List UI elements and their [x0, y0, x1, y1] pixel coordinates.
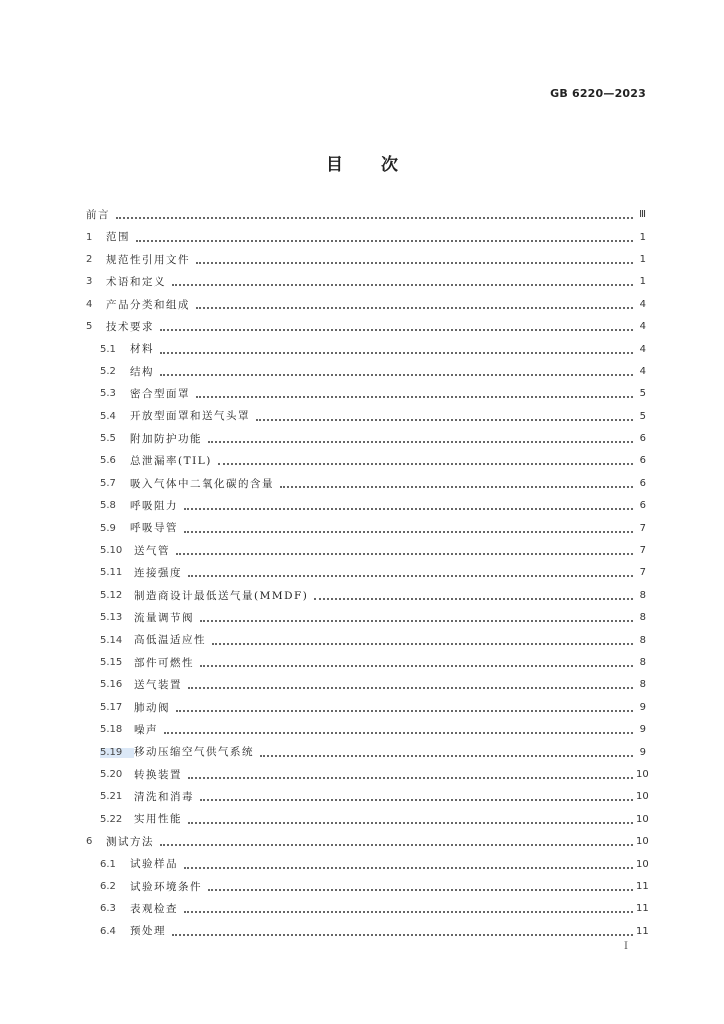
toc-leader-dots [188, 677, 633, 689]
toc-entry-label: 呼吸阻力 [130, 500, 178, 513]
toc-entry-number: 6.4 [100, 925, 116, 937]
toc-leader-dots [184, 498, 633, 510]
toc-entry[interactable] [86, 876, 649, 898]
toc-entry-page: 6 [639, 500, 646, 512]
toc-leader-dots [172, 924, 633, 936]
toc-entry-number: 5.21 [100, 791, 123, 803]
toc-entry-page: 1 [639, 253, 646, 265]
toc-entry-number: 5.15 [100, 657, 123, 668]
toc-entry-page: 9 [639, 701, 646, 713]
toc-entry-page: 1 [639, 231, 646, 243]
toc-entry-page: 10 [636, 768, 649, 780]
toc-leader-dots [256, 409, 633, 421]
toc-leader-dots [176, 543, 633, 555]
toc-entry[interactable] [86, 338, 646, 360]
toc-leader-dots [116, 207, 633, 219]
toc-entry[interactable] [86, 517, 646, 539]
toc-leader-dots [160, 834, 633, 846]
toc-title-right: 次 [381, 155, 398, 175]
toc-entry-page: Ⅲ [639, 209, 646, 221]
toc-entry-label: 吸入气体中二氧化碳的含量 [130, 477, 274, 490]
toc-entry[interactable] [86, 361, 646, 383]
toc-entry-label: 结构 [130, 365, 154, 378]
toc-leader-dots [188, 767, 633, 779]
toc-entry-page: 10 [636, 791, 649, 803]
toc-entry-label: 制造商设计最低送气量(MMDF) [134, 589, 309, 602]
standard-code: GB 6220—2023 [550, 87, 646, 100]
toc-entry-number: 3 [86, 276, 93, 288]
toc-entry-number: 5.4 [100, 410, 116, 422]
toc-entry-page: 11 [636, 903, 649, 915]
toc-entry-page: 1 [639, 276, 646, 288]
toc-leader-dots [184, 901, 633, 913]
toc-leader-dots [200, 610, 633, 622]
toc-leader-dots [208, 879, 633, 891]
toc-entry[interactable] [86, 249, 646, 271]
toc-leader-dots [184, 857, 633, 869]
toc-entry[interactable] [86, 786, 649, 808]
toc-entry-page: 6 [639, 455, 646, 467]
toc-entry-label: 密合型面罩 [130, 388, 190, 401]
toc-entry-number: 2 [86, 253, 93, 265]
toc-entry-page: 9 [639, 724, 646, 736]
toc-leader-dots [196, 252, 633, 264]
toc-entry-page: 8 [639, 679, 646, 691]
toc-entry-page: 11 [636, 880, 649, 892]
toc-entry-number: 6 [86, 836, 93, 848]
toc-entry-page: 4 [639, 365, 646, 377]
toc-entry-number: 5.10 [100, 545, 123, 557]
toc-entry[interactable] [86, 495, 646, 517]
toc-entry-page: 5 [639, 388, 646, 400]
toc-entry-number: 5.1 [100, 343, 116, 355]
toc-leader-dots [218, 453, 633, 465]
toc-entry-number: 5.20 [100, 768, 123, 780]
toc-entry-label: 实用性能 [134, 813, 182, 826]
toc-entry-number: 1 [86, 231, 93, 243]
toc-entry[interactable] [86, 921, 649, 943]
toc-entry[interactable] [86, 473, 646, 495]
toc-entry-number: 5.2 [100, 365, 116, 377]
toc-entry[interactable] [86, 741, 646, 763]
toc-leader-dots [196, 297, 633, 309]
toc-entry-page: 7 [639, 545, 646, 557]
toc-entry-number: 6.3 [100, 903, 116, 915]
toc-leader-dots [196, 386, 633, 398]
toc-entry-number: 5.17 [100, 701, 123, 713]
toc-entry-number: 5.19 [100, 748, 134, 758]
toc-entry-label: 产品分类和组成 [106, 298, 190, 311]
toc-entry[interactable] [86, 629, 646, 651]
toc-leader-dots [188, 812, 633, 824]
toc-leader-dots [164, 722, 633, 734]
toc-entry-label: 总泄漏率(TIL) [130, 455, 212, 468]
toc-entry-label: 附加防护功能 [130, 432, 202, 445]
toc-entry[interactable] [86, 585, 646, 607]
toc-entry-number: 5.5 [100, 433, 116, 445]
toc-entry[interactable] [86, 697, 646, 719]
toc-entry[interactable] [86, 719, 646, 741]
toc-entry-number: 5.16 [100, 679, 123, 691]
toc-entry-number: 4 [86, 298, 93, 310]
toc-leader-dots [280, 476, 633, 488]
toc-entry-page: 11 [636, 925, 649, 937]
toc-entry[interactable] [86, 898, 649, 920]
toc-entry-page: 7 [639, 567, 646, 579]
toc-leader-dots [188, 565, 633, 577]
toc-entry-label: 流量调节阀 [134, 611, 194, 624]
toc-entry-number: 6.2 [100, 880, 116, 892]
toc-entry-page: 10 [636, 836, 649, 848]
toc-entry-number: 5.6 [100, 455, 116, 467]
toc-leader-dots [200, 789, 633, 801]
toc-entry-number: 5.8 [100, 500, 116, 512]
toc-leader-dots [160, 319, 633, 331]
toc-entry[interactable] [86, 450, 646, 472]
toc-entry[interactable] [86, 652, 646, 674]
toc-entry-label: 测试方法 [106, 835, 154, 848]
toc-entry-page: 8 [639, 612, 646, 624]
toc-leader-dots [208, 431, 633, 443]
toc-entry[interactable] [86, 562, 646, 584]
toc-entry-page: 9 [639, 746, 646, 758]
toc-entry-number: 5.7 [100, 477, 116, 489]
toc-entry-page: 4 [639, 343, 646, 355]
toc-entry-number: 6.1 [100, 858, 116, 870]
toc-entry-label: 肺动阀 [134, 701, 170, 714]
toc-leader-dots [172, 274, 633, 286]
toc-entry-number: 5.9 [100, 522, 116, 534]
toc-entry[interactable] [86, 406, 646, 428]
toc-entry-page: 4 [639, 298, 646, 310]
toc-entry[interactable] [86, 428, 646, 450]
toc-entry-page: 10 [636, 858, 649, 870]
toc-entry-number: 5.11 [100, 567, 123, 579]
toc-entry[interactable] [86, 674, 646, 696]
toc-entry[interactable] [86, 764, 649, 786]
toc-entry-label: 技术要求 [106, 320, 154, 333]
toc-entry-label: 规范性引用文件 [106, 253, 190, 266]
toc-entry-page: 5 [639, 410, 646, 422]
toc-entry-page: 7 [639, 522, 646, 534]
toc-entry[interactable] [86, 540, 646, 562]
toc-entry-page: 4 [639, 321, 646, 333]
toc-leader-dots [184, 521, 633, 533]
toc-entry[interactable] [86, 607, 646, 629]
toc-leader-dots [200, 655, 633, 667]
toc-leader-dots [136, 230, 633, 242]
toc-entry-label: 开放型面罩和送气头罩 [130, 410, 250, 423]
toc-leader-dots [212, 633, 633, 645]
toc-entry[interactable] [86, 383, 646, 405]
toc-entry-label: 范围 [106, 231, 130, 244]
toc-entry-label: 转换装置 [134, 768, 182, 781]
toc-entry-label: 送气装置 [134, 679, 182, 692]
toc-entry-label: 术语和定义 [106, 276, 166, 289]
toc-entry-number: 5.18 [100, 724, 123, 736]
toc-entry[interactable] [86, 809, 649, 831]
toc-title [0, 150, 724, 175]
toc-entry-label: 噪声 [134, 723, 158, 736]
toc-entry-number: 5 [86, 321, 93, 333]
toc-entry[interactable] [86, 316, 646, 338]
toc-entry-label: 清洗和消毒 [134, 791, 194, 804]
toc-entry[interactable] [86, 853, 649, 875]
toc-entry[interactable] [86, 226, 646, 248]
toc-entry[interactable] [86, 294, 646, 316]
toc-entry-number: 5.3 [100, 388, 116, 400]
toc-entry-page: 10 [636, 813, 649, 825]
toc-entry-label: 预处理 [130, 925, 166, 938]
toc-entry-page: 8 [639, 589, 646, 601]
toc-entry-label: 试验样品 [130, 858, 178, 871]
toc-leader-dots [160, 342, 633, 354]
toc-leader-dots [260, 745, 633, 757]
toc-entry-label: 连接强度 [134, 567, 182, 580]
page-number: I [624, 941, 628, 952]
toc-list [86, 204, 649, 943]
toc-entry-number: 5.22 [100, 813, 123, 825]
toc-entry-number: 5.12 [100, 589, 123, 601]
toc-entry-page: 6 [639, 433, 646, 445]
toc-entry-page: 6 [639, 477, 646, 489]
toc-title-left: 目 [326, 155, 343, 175]
toc-entry-label: 送气管 [134, 544, 170, 557]
toc-entry[interactable] [86, 831, 649, 853]
toc-entry[interactable] [86, 271, 646, 293]
toc-entry-label: 呼吸导管 [130, 522, 178, 535]
toc-entry-label: 材料 [130, 343, 154, 356]
toc-entry-label: 高低温适应性 [134, 634, 206, 647]
toc-entry[interactable] [86, 204, 646, 226]
toc-entry-number: 5.13 [100, 612, 123, 624]
toc-entry-label: 移动压缩空气供气系统 [134, 746, 254, 759]
toc-entry-label: 前言 [86, 208, 110, 221]
toc-leader-dots [176, 700, 633, 712]
toc-leader-dots [160, 364, 633, 376]
toc-entry-number: 5.14 [100, 634, 123, 646]
toc-entry-page: 8 [639, 657, 646, 668]
toc-entry-label: 部件可燃性 [134, 656, 194, 669]
toc-entry-page: 8 [639, 634, 646, 646]
toc-entry-label: 表观检查 [130, 903, 178, 916]
toc-leader-dots [314, 588, 633, 600]
toc-entry-label: 试验环境条件 [130, 880, 202, 893]
